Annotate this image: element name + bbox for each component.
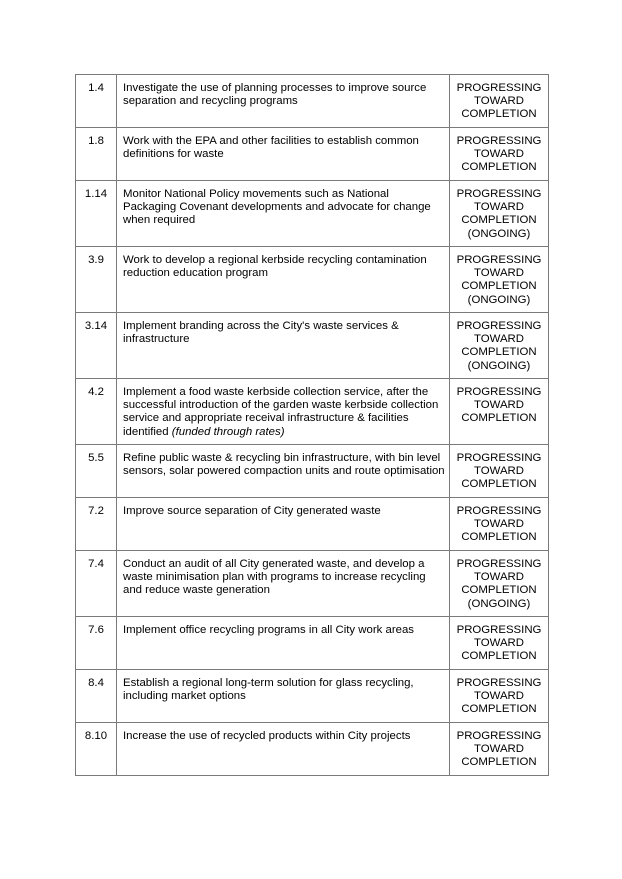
status-line: TOWARD <box>474 201 524 214</box>
status-line: TOWARD <box>474 690 524 703</box>
status-line: TOWARD <box>474 148 524 161</box>
action-number: 1.4 <box>76 75 117 128</box>
action-number: 5.5 <box>76 445 117 498</box>
table-row <box>76 313 549 379</box>
status-line: COMPLETION <box>461 584 537 597</box>
status-line: TOWARD <box>474 95 524 108</box>
action-number: 8.4 <box>76 670 117 723</box>
status-line: PROGRESSING <box>456 730 542 742</box>
table-row <box>76 723 549 776</box>
action-status <box>450 551 549 617</box>
status-line: (ONGOING) <box>467 597 531 610</box>
action-description: Increase the use of recycled products within City projects <box>117 723 450 776</box>
action-description: Investigate the use of planning processes to improve source separation and recycling programs <box>117 75 450 128</box>
status-line: TOWARD <box>474 465 524 478</box>
action-status <box>450 75 549 128</box>
funding-note: (funded through rates) <box>171 425 285 438</box>
status-line: COMPLETION <box>461 478 537 491</box>
action-description: Work to develop a regional kerbside recycling contamination reduction education program <box>117 247 450 313</box>
action-number: 8.10 <box>76 723 117 776</box>
status-line: TOWARD <box>474 743 524 756</box>
table-row <box>76 445 549 498</box>
status-line: COMPLETION <box>461 703 537 716</box>
action-status <box>450 723 549 776</box>
status-line: PROGRESSING <box>456 135 542 147</box>
action-number: 3.14 <box>76 313 117 379</box>
action-description: Establish a regional long-term solution for glass recycling, including market options <box>117 670 450 723</box>
status-line: TOWARD <box>474 399 524 412</box>
action-status <box>450 181 549 247</box>
status-line: (ONGOING) <box>467 227 531 240</box>
action-description <box>117 379 450 445</box>
action-description: Conduct an audit of all City generated waste, and develop a waste minimisation plan with programs to increase recycling and reduce waste generation <box>117 551 450 617</box>
status-line: TOWARD <box>474 637 524 650</box>
action-status <box>450 128 549 181</box>
status-line: COMPLETION <box>461 161 537 174</box>
status-line: TOWARD <box>474 518 524 531</box>
action-description: Implement branding across the City's waste services & infrastructure <box>117 313 450 379</box>
action-number: 3.9 <box>76 247 117 313</box>
status-line: PROGRESSING <box>456 677 542 689</box>
status-line: PROGRESSING <box>456 386 542 398</box>
action-description: Work with the EPA and other facilities to establish common definitions for waste <box>117 128 450 181</box>
status-line: COMPLETION <box>461 214 537 227</box>
status-line: PROGRESSING <box>456 188 542 200</box>
action-status <box>450 670 549 723</box>
table-row <box>76 670 549 723</box>
action-status <box>450 445 549 498</box>
status-line: PROGRESSING <box>456 254 542 266</box>
status-line: COMPLETION <box>461 650 537 663</box>
status-line: (ONGOING) <box>467 359 531 372</box>
action-status <box>450 498 549 551</box>
status-line: PROGRESSING <box>456 82 542 94</box>
table-row <box>76 75 549 128</box>
status-line: COMPLETION <box>461 412 537 425</box>
table-row <box>76 247 549 313</box>
status-line: COMPLETION <box>461 531 537 544</box>
action-status <box>450 313 549 379</box>
action-number: 7.2 <box>76 498 117 551</box>
status-line: PROGRESSING <box>456 452 542 464</box>
status-line: COMPLETION <box>461 756 537 769</box>
status-line: PROGRESSING <box>456 320 542 332</box>
action-number: 7.4 <box>76 551 117 617</box>
action-number: 4.2 <box>76 379 117 445</box>
status-line: COMPLETION <box>461 346 537 359</box>
status-line: PROGRESSING <box>456 558 542 570</box>
status-line: PROGRESSING <box>456 505 542 517</box>
action-number: 7.6 <box>76 617 117 670</box>
status-line: TOWARD <box>474 267 524 280</box>
action-number: 1.8 <box>76 128 117 181</box>
action-description: Refine public waste & recycling bin infrastructure, with bin level sensors, solar powered compaction units and route optimisation <box>117 445 450 498</box>
action-description: Improve source separation of City generated waste <box>117 498 450 551</box>
status-line: TOWARD <box>474 333 524 346</box>
status-line: TOWARD <box>474 571 524 584</box>
table-row <box>76 498 549 551</box>
action-number: 1.14 <box>76 181 117 247</box>
table-row <box>76 617 549 670</box>
table-row <box>76 128 549 181</box>
action-status <box>450 379 549 445</box>
status-line: (ONGOING) <box>467 293 531 306</box>
status-line: COMPLETION <box>461 280 537 293</box>
action-description: Monitor National Policy movements such as National Packaging Covenant developments and advocate for change when required <box>117 181 450 247</box>
table-row <box>76 181 549 247</box>
action-status <box>450 247 549 313</box>
status-line: COMPLETION <box>461 108 537 121</box>
table-row <box>76 379 549 445</box>
action-status-table <box>75 74 549 776</box>
table-row <box>76 551 549 617</box>
status-line: PROGRESSING <box>456 624 542 636</box>
action-status <box>450 617 549 670</box>
action-description: Implement office recycling programs in all City work areas <box>117 617 450 670</box>
description-text: Implement a food waste kerbside collection service, after the successful introduction of the garden waste kerbside collection service and appropriate receival infrastructure & facilities identified <box>123 386 439 438</box>
